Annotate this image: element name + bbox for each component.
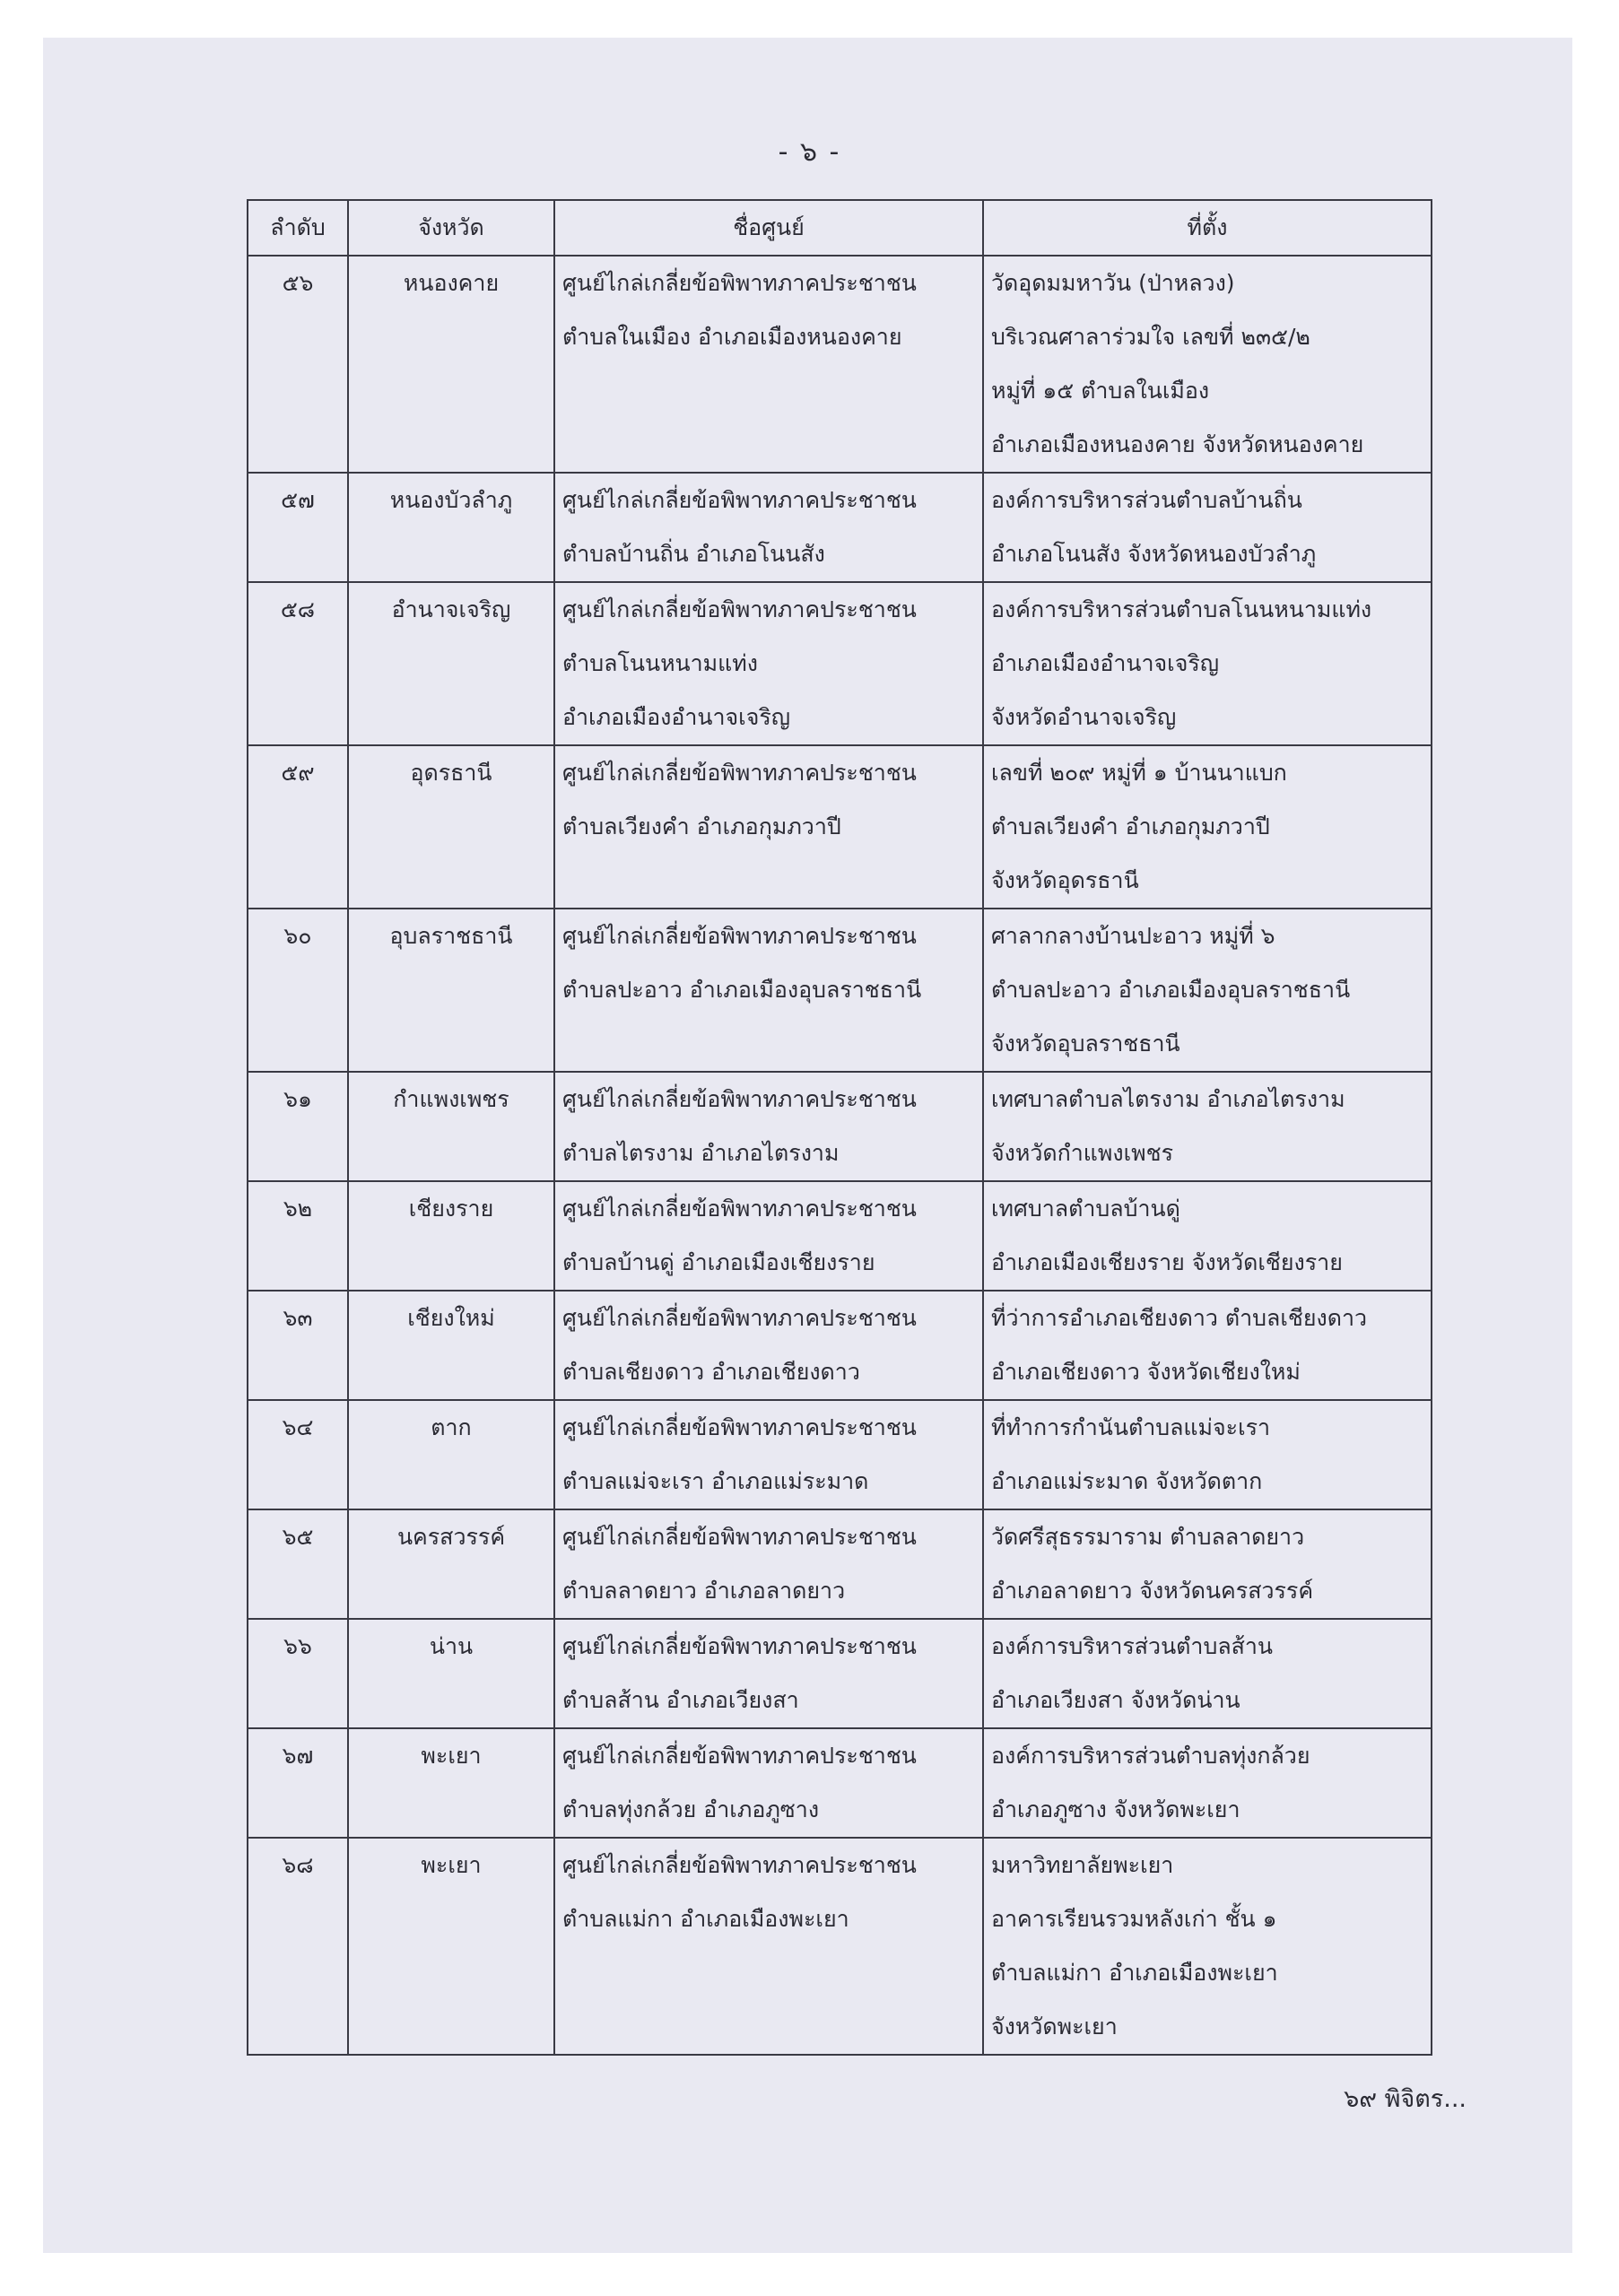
row-center-name [554, 909, 983, 1072]
row-center-name-line: ตำบลในเมือง อำเภอเมืองหนองคาย [562, 324, 902, 350]
table-row [248, 1838, 1432, 2055]
row-location-line: วัดอุดมมหาวัน (ป่าหลวง) [991, 270, 1235, 296]
row-center-name-line: ศูนย์ไกล่เกลี่ยข้อพิพาทภาคประชาชน [562, 1086, 917, 1112]
row-center-name-line: ตำบลลาดยาว อำเภอลาดยาว [562, 1578, 846, 1604]
row-location-line: เลขที่ ๒๐๙ หมู่ที่ ๑ บ้านนาแบก [991, 760, 1287, 786]
row-order-number: ๕๘ [248, 582, 348, 745]
row-location-line: เทศบาลตำบลบ้านดู่ [991, 1196, 1180, 1222]
row-center-name-line: ศูนย์ไกล่เกลี่ยข้อพิพาทภาคประชาชน [562, 1414, 917, 1440]
row-province: เชียงราย [348, 1181, 554, 1291]
row-center-name-line: ศูนย์ไกล่เกลี่ยข้อพิพาทภาคประชาชน [562, 760, 917, 786]
table-row [248, 1400, 1432, 1509]
row-center-name-line: ตำบลปะอาว อำเภอเมืองอุบลราชธานี [562, 977, 922, 1003]
row-center-name-line: ตำบลเชียงดาว อำเภอเชียงดาว [562, 1359, 860, 1385]
row-center-name-line: ศูนย์ไกล่เกลี่ยข้อพิพาทภาคประชาชน [562, 1743, 917, 1769]
table-row [248, 582, 1432, 745]
row-location [983, 473, 1432, 582]
header-province: จังหวัด [348, 200, 554, 256]
row-location-line: อำเภอเมืองอำนาจเจริญ [991, 650, 1220, 676]
row-location-line: อำเภอเมืองเชียงราย จังหวัดเชียงราย [991, 1249, 1343, 1275]
row-center-name [554, 256, 983, 473]
row-location-line: อำเภอภูซาง จังหวัดพะเยา [991, 1796, 1240, 1822]
row-province: อำนาจเจริญ [348, 582, 554, 745]
row-location-line: องค์การบริหารส่วนตำบลส้าน [991, 1633, 1274, 1659]
row-location [983, 1509, 1432, 1619]
row-location [983, 909, 1432, 1072]
table-row [248, 1509, 1432, 1619]
row-location-line: บริเวณศาลาร่วมใจ เลขที่ ๒๓๕/๒ [991, 324, 1310, 350]
table-row [248, 256, 1432, 473]
row-order-number: ๖๗ [248, 1728, 348, 1838]
row-center-name-line: ศูนย์ไกล่เกลี่ยข้อพิพาทภาคประชาชน [562, 596, 917, 622]
row-location [983, 1728, 1432, 1838]
row-center-name-line: ตำบลบ้านดู่ อำเภอเมืองเชียงราย [562, 1249, 875, 1275]
row-center-name-line: ศูนย์ไกล่เกลี่ยข้อพิพาทภาคประชาชน [562, 487, 917, 513]
row-location-line: จังหวัดอุดรธานี [991, 867, 1139, 893]
row-center-name-line: ศูนย์ไกล่เกลี่ยข้อพิพาทภาคประชาชน [562, 1524, 917, 1550]
row-order-number: ๖๖ [248, 1619, 348, 1728]
row-location-line: อำเภอแม่ระมาด จังหวัดตาก [991, 1468, 1263, 1494]
table-row [248, 1728, 1432, 1838]
row-center-name [554, 473, 983, 582]
row-order-number: ๖๘ [248, 1838, 348, 2055]
row-center-name [554, 1291, 983, 1400]
row-location [983, 582, 1432, 745]
row-center-name-line: ศูนย์ไกล่เกลี่ยข้อพิพาทภาคประชาชน [562, 923, 917, 949]
row-province: พะเยา [348, 1728, 554, 1838]
row-order-number: ๕๙ [248, 745, 348, 909]
row-center-name-line: ศูนย์ไกล่เกลี่ยข้อพิพาทภาคประชาชน [562, 270, 917, 296]
row-location-line: ตำบลแม่กา อำเภอเมืองพะเยา [991, 1960, 1278, 1986]
row-center-name-line: ตำบลแม่กา อำเภอเมืองพะเยา [562, 1906, 849, 1932]
row-location-line: อำเภอโนนสัง จังหวัดหนองบัวลำภู [991, 541, 1317, 567]
page-number: - ๖ - [778, 136, 841, 168]
row-location [983, 745, 1432, 909]
table-row [248, 909, 1432, 1072]
row-location-line: เทศบาลตำบลไตรงาม อำเภอไตรงาม [991, 1086, 1345, 1112]
row-location-line: ตำบลปะอาว อำเภอเมืองอุบลราชธานี [991, 977, 1351, 1003]
row-location [983, 256, 1432, 473]
row-order-number: ๖๔ [248, 1400, 348, 1509]
row-order-number: ๖๓ [248, 1291, 348, 1400]
row-location-line: จังหวัดอุบลราชธานี [991, 1031, 1180, 1057]
row-center-name [554, 1838, 983, 2055]
row-location-line: ที่ทำการกำนันตำบลแม่จะเรา [991, 1414, 1271, 1440]
row-location [983, 1838, 1432, 2055]
table-row [248, 1619, 1432, 1728]
row-location [983, 1400, 1432, 1509]
row-order-number: ๖๒ [248, 1181, 348, 1291]
table-row [248, 1291, 1432, 1400]
row-location-line: อำเภอเวียงสา จังหวัดน่าน [991, 1687, 1240, 1713]
next-page-reference: ๖๙ พิจิตร... [1344, 2085, 1467, 2113]
row-province: น่าน [348, 1619, 554, 1728]
row-center-name [554, 1619, 983, 1728]
row-location-line: อาคารเรียนรวมหลังเก่า ชั้น ๑ [991, 1906, 1277, 1932]
row-province: พะเยา [348, 1838, 554, 2055]
row-location [983, 1619, 1432, 1728]
row-order-number: ๕๗ [248, 473, 348, 582]
row-location-line: องค์การบริหารส่วนตำบลบ้านถิ่น [991, 487, 1302, 513]
row-location-line: อำเภอลาดยาว จังหวัดนครสวรรค์ [991, 1578, 1314, 1604]
row-province: หนองคาย [348, 256, 554, 473]
row-location-line: อำเภอเชียงดาว จังหวัดเชียงใหม่ [991, 1359, 1301, 1385]
row-province: กำแพงเพชร [348, 1072, 554, 1181]
row-order-number: ๕๖ [248, 256, 348, 473]
table-row [248, 473, 1432, 582]
row-center-name-line: อำเภอเมืองอำนาจเจริญ [562, 704, 791, 730]
table-row [248, 1181, 1432, 1291]
row-location-line: จังหวัดพะเยา [991, 2013, 1118, 2039]
table-header-row [248, 200, 1432, 256]
row-location-line: มหาวิทยาลัยพะเยา [991, 1852, 1174, 1878]
row-center-name-line: ตำบลโนนหนามแท่ง [562, 650, 758, 676]
mediation-center-table [247, 199, 1432, 2056]
row-center-name-line: ตำบลทุ่งกล้วย อำเภอภูซาง [562, 1796, 820, 1822]
row-province: อุดรธานี [348, 745, 554, 909]
row-center-name-line: ตำบลแม่จะเรา อำเภอแม่ระมาด [562, 1468, 869, 1494]
row-location-line: ที่ว่าการอำเภอเชียงดาว ตำบลเชียงดาว [991, 1305, 1368, 1331]
row-center-name-line: ตำบลบ้านถิ่น อำเภอโนนสัง [562, 541, 825, 567]
row-order-number: ๖๑ [248, 1072, 348, 1181]
row-province: เชียงใหม่ [348, 1291, 554, 1400]
row-province: หนองบัวลำภู [348, 473, 554, 582]
row-province: ตาก [348, 1400, 554, 1509]
header-center-name: ชื่อศูนย์ [554, 200, 983, 256]
row-location-line: จังหวัดกำแพงเพชร [991, 1140, 1174, 1166]
row-location-line: อำเภอเมืองหนองคาย จังหวัดหนองคาย [991, 431, 1364, 457]
row-location [983, 1181, 1432, 1291]
row-province: นครสวรรค์ [348, 1509, 554, 1619]
row-center-name [554, 582, 983, 745]
row-center-name-line: ศูนย์ไกล่เกลี่ยข้อพิพาทภาคประชาชน [562, 1633, 917, 1659]
row-center-name [554, 1072, 983, 1181]
table-row [248, 745, 1432, 909]
row-location-line: องค์การบริหารส่วนตำบลโนนหนามแท่ง [991, 596, 1372, 622]
row-center-name [554, 1509, 983, 1619]
row-center-name-line: ตำบลเวียงคำ อำเภอกุมภวาปี [562, 813, 841, 839]
header-location: ที่ตั้ง [983, 200, 1432, 256]
row-location-line: ตำบลเวียงคำ อำเภอกุมภวาปี [991, 813, 1270, 839]
row-location-line: จังหวัดอำนาจเจริญ [991, 704, 1177, 730]
row-location-line: องค์การบริหารส่วนตำบลทุ่งกล้วย [991, 1743, 1310, 1769]
row-province: อุบลราชธานี [348, 909, 554, 1072]
row-location [983, 1072, 1432, 1181]
row-center-name-line: ตำบลไตรงาม อำเภอไตรงาม [562, 1140, 840, 1166]
row-location-line: หมู่ที่ ๑๕ ตำบลในเมือง [991, 378, 1210, 404]
row-center-name [554, 745, 983, 909]
row-location [983, 1291, 1432, 1400]
row-center-name-line: ศูนย์ไกล่เกลี่ยข้อพิพาทภาคประชาชน [562, 1852, 917, 1878]
row-center-name-line: ศูนย์ไกล่เกลี่ยข้อพิพาทภาคประชาชน [562, 1196, 917, 1222]
row-order-number: ๖๐ [248, 909, 348, 1072]
row-center-name [554, 1181, 983, 1291]
table-row [248, 1072, 1432, 1181]
row-location-line: วัดศรีสุธรรมาราม ตำบลลาดยาว [991, 1524, 1305, 1550]
table-body [248, 256, 1432, 2055]
row-center-name-line: ตำบลส้าน อำเภอเวียงสา [562, 1687, 799, 1713]
row-center-name-line: ศูนย์ไกล่เกลี่ยข้อพิพาทภาคประชาชน [562, 1305, 917, 1331]
row-center-name [554, 1400, 983, 1509]
row-order-number: ๖๕ [248, 1509, 348, 1619]
row-center-name [554, 1728, 983, 1838]
header-order: ลำดับ [248, 200, 348, 256]
row-location-line: ศาลากลางบ้านปะอาว หมู่ที่ ๖ [991, 923, 1275, 949]
